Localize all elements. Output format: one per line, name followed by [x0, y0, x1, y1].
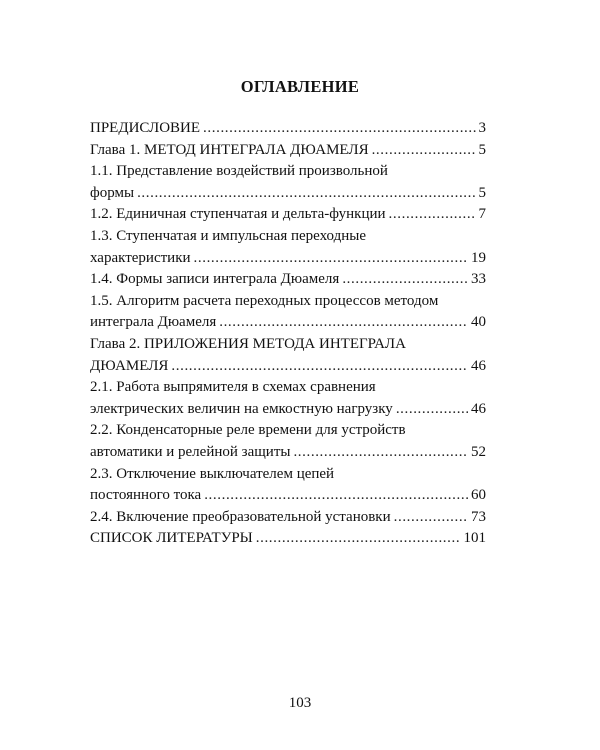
toc-entry-title: 1.2. Единичная ступенчатая и дельта-функции: [90, 206, 386, 223]
toc-entry-1-3: [90, 226, 486, 269]
toc-leader-line: [90, 485, 486, 507]
dot-leader: [342, 269, 468, 291]
toc-entry-chapter-1: [90, 140, 486, 162]
dot-leader: [293, 442, 468, 464]
toc-leader-line: [90, 356, 486, 378]
toc-entry-1-2: [90, 204, 486, 226]
toc-entry-title-line: 2.1. Работа выпрямителя в схемах сравнения: [90, 379, 376, 396]
toc-leader-line: [90, 312, 486, 334]
toc-entry-title-line: 1.5. Алгоритм расчета переходных процессов методом: [90, 292, 439, 309]
toc-entry-title: 2.4. Включение преобразовательной установки: [90, 508, 391, 525]
toc-leader-line: [90, 269, 486, 291]
toc-leader-line: [90, 183, 486, 205]
toc-entry-1-4: [90, 269, 486, 291]
toc-entry-title: СПИСОК ЛИТЕРАТУРЫ: [90, 530, 253, 547]
toc-entry-title: Глава 1. МЕТОД ИНТЕГРАЛА ДЮАМЕЛЯ: [90, 141, 369, 158]
table-of-contents: [90, 118, 486, 550]
toc-entry-title-cont: интеграла Дюамеля: [90, 314, 217, 331]
dot-leader: [256, 528, 461, 550]
dot-leader: [204, 485, 468, 507]
toc-leader-line: [90, 507, 486, 529]
toc-entry-1-1: [90, 161, 486, 204]
toc-entry-title-line: Глава 2. ПРИЛОЖЕНИЯ МЕТОДА ИНТЕГРАЛА: [90, 335, 406, 352]
toc-entry-references: [90, 528, 486, 550]
toc-entry-title-line: 2.3. Отключение выключателем цепей: [90, 465, 335, 482]
toc-leader-line: [90, 140, 486, 162]
toc-page-number: 3: [478, 120, 486, 136]
dot-leader: [203, 118, 475, 140]
toc-leader-line: [90, 528, 486, 550]
toc-entry-title-cont: электрических величин на емкостную нагрузку: [90, 400, 393, 417]
toc-page-number: 19: [471, 249, 486, 266]
toc-page-number: 52: [471, 443, 486, 460]
toc-entry-title-cont: характеристики: [90, 249, 191, 266]
toc-entry-2-3: [90, 464, 486, 507]
dot-leader: [394, 507, 468, 529]
dot-leader: [194, 248, 468, 270]
toc-entry-title-line: 2.2. Конденсаторные реле времени для устройств: [90, 422, 406, 439]
toc-leader-line: [90, 204, 486, 226]
toc-entry-title: 1.4. Формы записи интеграла Дюамеля: [90, 271, 340, 288]
toc-page-number: 101: [463, 530, 486, 547]
dot-leader: [389, 204, 476, 226]
dot-leader: [137, 183, 475, 205]
page-number: 103: [288, 695, 312, 711]
dot-leader: [219, 312, 468, 334]
toc-leader-line: [90, 399, 486, 421]
dot-leader: [372, 140, 476, 162]
toc-entry-2-4: [90, 507, 486, 529]
toc-page-number: 7: [478, 206, 486, 223]
toc-entry-2-1: [90, 377, 486, 420]
toc-leader-line: [90, 118, 486, 140]
toc-entry-title-cont: постоянного тока: [90, 487, 202, 504]
toc-entry-title-cont: ДЮАМЕЛЯ: [90, 357, 169, 374]
toc-page-number: 33: [471, 271, 486, 288]
toc-entry-1-5: [90, 291, 486, 334]
page-title: ОГЛАВЛЕНИЕ: [240, 77, 360, 96]
toc-page-number: 60: [471, 487, 486, 504]
toc-entry-2-2: [90, 420, 486, 463]
dot-leader: [171, 356, 468, 378]
dot-leader: [396, 399, 468, 421]
toc-leader-line: [90, 442, 486, 464]
toc-page-number: 5: [478, 141, 486, 158]
toc-page-number: 73: [471, 508, 486, 525]
toc-page-number: 40: [471, 314, 486, 331]
toc-entry-title-cont: формы: [90, 184, 135, 201]
toc-entry-title-line: 1.1. Представление воздействий произвольной: [90, 163, 388, 180]
toc-leader-line: [90, 248, 486, 270]
toc-entry-title-cont: автоматики и релейной защиты: [90, 443, 291, 460]
toc-entry-title: ПРЕДИСЛОВИЕ: [90, 120, 201, 136]
toc-page-number: 5: [478, 184, 486, 201]
toc-entry-chapter-2: [90, 334, 486, 377]
toc-page-number: 46: [471, 357, 486, 374]
toc-entry-title-line: 1.3. Ступенчатая и импульсная переходные: [90, 227, 367, 244]
toc-page-number: 46: [471, 400, 486, 417]
toc-entry-preface: [90, 118, 486, 140]
